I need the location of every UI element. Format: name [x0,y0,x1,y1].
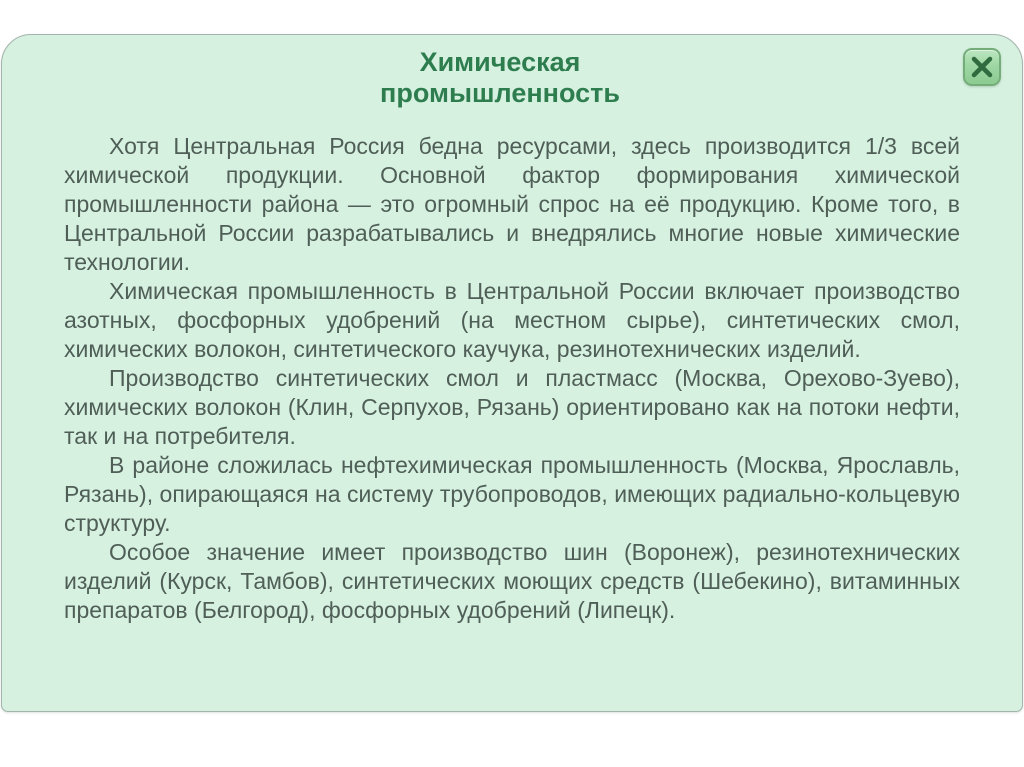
paragraph: Химическая промышленность в Центральной России включает производство азотных, фосфорных удобрений (на местном сырье), синтетических смол, химических волокон, синтетического каучука, резинотехнических изделий. [64,278,960,362]
body-text [2,132,1022,625]
page-title-line2: промышленность [380,78,620,108]
paragraph: Производство синтетических смол и пластмасс (Москва, Орехово-Зуево), химических волокон (Клин, Серпухов, Рязань) ориентировано как на потоки нефти, так и на потребителя. [64,365,960,449]
paragraph: В районе сложилась нефтехимическая промышленность (Москва, Ярославль, Рязань), опирающаяся на систему трубопроводов, имеющих радиально-кольцевую структуру. [64,452,960,536]
close-button[interactable] [963,48,1001,86]
page-title [2,47,1022,109]
content-card [1,34,1023,712]
paragraph: Особое значение имеет производство шин (Воронеж), резинотехнических изделий (Курск, Тамбов), синтетических моющих средств (Шебекино), витаминных препаратов (Белгород), фосфорных удобрений (Липецк). [64,539,960,623]
page-title-line1: Химическая [419,47,581,77]
close-icon [970,55,994,79]
paragraph: Хотя Центральная Россия бедна ресурсами, здесь производится 1/3 всей химической продукции. Основной фактор формирования химической промышленности района — это огромный спрос на её продукцию. Кроме того, в Центральной России разрабатывались и внедрялись многие новые химические технологии. [64,133,960,275]
